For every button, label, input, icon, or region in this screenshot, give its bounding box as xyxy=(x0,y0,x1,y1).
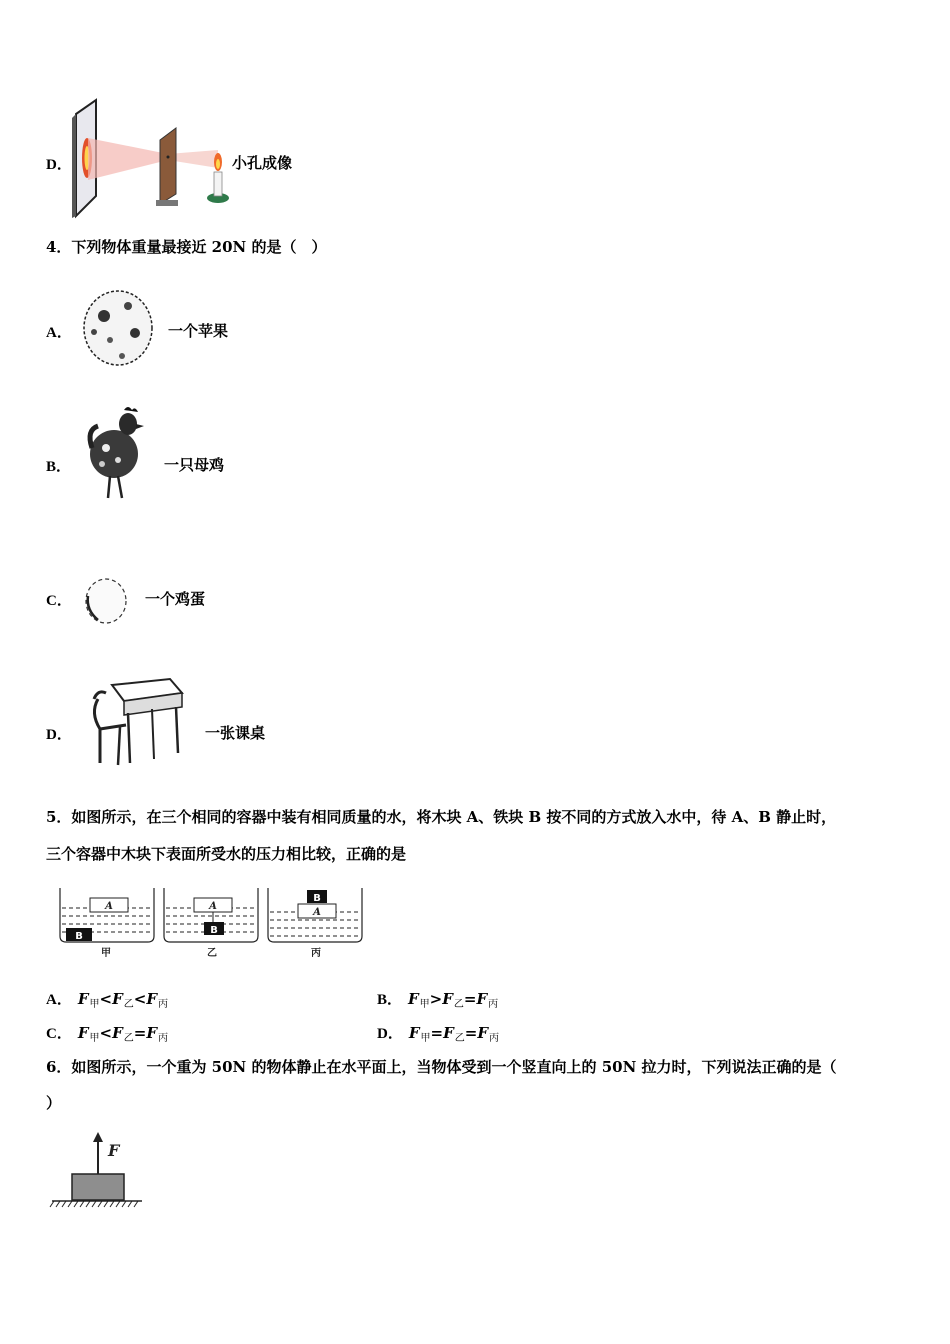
block-b-2: B xyxy=(210,925,218,936)
q5-option-d: D． $F_甲=F_乙=F_丙$ xyxy=(377,1024,499,1044)
q3-option-d-caption: 小孔成像 xyxy=(232,154,293,172)
egg-image xyxy=(82,576,132,626)
q4-option-b-letter: B． xyxy=(46,459,72,475)
block-b-1: B xyxy=(75,931,83,942)
block-a-2: A xyxy=(209,901,217,912)
block-a-3: A xyxy=(313,907,321,918)
hen-image xyxy=(84,404,146,502)
q4-option-a-text: 一个苹果 xyxy=(168,322,229,340)
q5-stem-line1: 5．如图所示，在三个相同的容器中装有相同质量的水，将木块 A、铁块 B 按不同的方式放入水中，待 A、B 静止时， xyxy=(46,808,837,826)
q5-option-b: B． $F_甲>F_乙=F_丙$ xyxy=(377,990,499,1010)
block-a-1: A xyxy=(105,901,113,912)
q6-stem-line2: ） xyxy=(46,1094,62,1112)
container-label-2: 乙 xyxy=(207,948,217,959)
container-label-3: 丙 xyxy=(311,948,321,959)
q4-option-c-text: 一个鸡蛋 xyxy=(145,590,206,608)
q6-stem-line1: 6．如图所示，一个重为 50N 的物体静止在水平面上，当物体受到一个竖直向上的 50N 拉力时，下列说法正确的是（ xyxy=(46,1058,837,1076)
force-label: F xyxy=(108,1141,120,1160)
q5-option-a: A． $F_甲<F_乙<F_丙$ xyxy=(46,990,168,1010)
q5-option-c: C． $F_甲<F_乙=F_丙$ xyxy=(46,1024,168,1044)
q4-option-d-letter: D． xyxy=(46,727,72,743)
q4-option-b-text: 一只母鸡 xyxy=(164,456,225,474)
q4-option-d-text: 一张课桌 xyxy=(205,724,266,742)
containers-figure xyxy=(54,886,374,962)
apple-image xyxy=(80,288,160,368)
q4-stem: 4．下列物体重量最接近 20N 的是（ ） xyxy=(46,238,327,256)
block-force-figure xyxy=(48,1130,148,1212)
block-b-3: B xyxy=(313,893,321,904)
container-label-1: 甲 xyxy=(101,948,111,959)
q4-option-a-letter: A． xyxy=(46,325,72,341)
desk-image xyxy=(86,673,186,769)
q4-option-c-letter: C． xyxy=(46,593,72,609)
pinhole-imaging-figure xyxy=(68,96,233,221)
q5-stem-line2: 三个容器中木块下表面所受水的压力相比较，正确的是 xyxy=(46,845,407,863)
q3-option-d-letter: D． xyxy=(46,157,72,173)
